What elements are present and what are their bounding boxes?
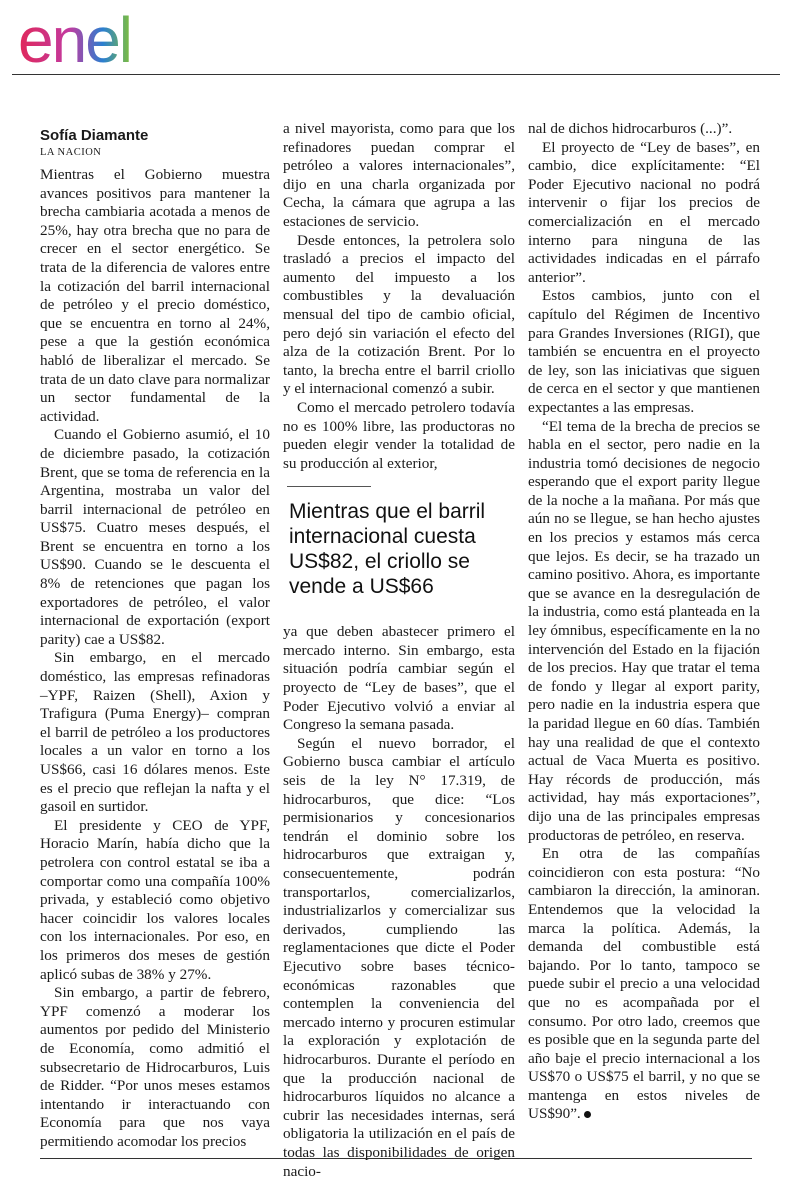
byline-outlet: LA NACION bbox=[40, 147, 102, 158]
end-mark-icon bbox=[584, 1111, 591, 1118]
paragraph-final bbox=[528, 845, 760, 1124]
paragraph: El presidente y CEO de YPF, Horacio Marín, había dicho que la petrolera con control estatal se iba a comportar como una compañía 100% privada, y estableció como objetivo hacer coincidir los valores locales con los internacionales. Por eso, en los primeros dos meses de gestión aplicó subas de 38% y 27%. bbox=[40, 816, 270, 983]
paragraph: Cuando el Gobierno asumió, el 10 de diciembre pasado, la cotización Brent, que se toma de referencia en la Argentina, mostraba un valor del barril internacional de petróleo en US$75. Cuatro meses después, el Brent se encuentra en torno a los US$90. Cuando se le descuenta el 8% de retenciones que pagan los exportadores de petróleo, el valor internacional de exportación (export parity) cae a US$82. bbox=[40, 426, 270, 648]
pullquote: Mientras que el barril internacional cuesta US$82, el criollo se vende a US$66 bbox=[289, 500, 486, 599]
footer-rule bbox=[40, 1158, 752, 1159]
paragraph: Desde entonces, la petrolera solo trasladó a precios el impacto del aumento del impuesto a los combustibles y la devaluación mensual del tipo de cambio oficial, pero dejó sin variación el efecto del alza de la cotización Brent. Por lo tanto, la brecha entre el barril criollo y el internacional comenzó a subir. bbox=[283, 231, 515, 398]
paragraph: “El tema de la brecha de precios se habla en el sector, pero nadie en la industria tomó decisiones de negocio esperando que el export parity llegue de la noche a la mañana. Por más que aún no se llegue, se han hecho ajustes en los precios y estamos más cerca que lejos. Es decir, se ha trazado un camino positivo. Ahora, es importante que se avance en la desregulación de la industria, como está planteada en la ley ómnibus, específicamente en la no intervención del Estado en la fijación de los precios. Hay que tratar el tema de fondo y llegar al export parity, pero nadie en la industria espera que la paridad llegue en 60 días. También hay una realidad de que el contexto actual de Vaca Muerta es positivo. Hay récords de producción, más actividad, hay más exportaciones”, dijo una de las principales empresas productoras de petróleo, en reserva. bbox=[528, 417, 760, 844]
pullquote-rule bbox=[287, 486, 371, 487]
paragraph-text: En otra de las compañías coincidieron con esta postura: “No cambiaron la dirección, la aminoran. Entendemos que la velocidad la marca la política. Además, la demanda del combustible está bajando. Por lo tanto, tampoco se puede subir el precio a una velocidad que no es acompañada por el consumo. Por otro lado, creemos que es posible que en la segunda parte del año baje el precio internacional a los US$70 o US$75 el barril, y no que se mantenga en estos niveles de US$90”. bbox=[528, 845, 760, 1123]
column-3 bbox=[528, 120, 760, 1124]
paragraph: Estos cambios, junto con el capítulo del Régimen de Incentivo para Grandes Inversiones (RIGI), que también se encuentra en el proyecto de ley, son las iniciativas que siguen de cerca en el sector y que mantienen expectantes a las empresas. bbox=[528, 287, 760, 416]
enel-logo bbox=[18, 6, 178, 68]
header-rule bbox=[12, 74, 780, 75]
paragraph: Como el mercado petrolero todavía no es 100% libre, las productoras no pueden elegir vender la totalidad de su producción al exterior, bbox=[283, 398, 515, 472]
paragraph: Sin embargo, a partir de febrero, YPF comenzó a moderar los aumentos por pedido del Ministerio de Economía, como admitió el subsecretario de Hidrocarburos, Luis de Ridder. “Por unos meses estamos intentando ir interactuando con Economía para que nos vaya permitiendo acomodar los precios bbox=[40, 984, 270, 1150]
svg-text:enel: enel bbox=[18, 6, 131, 68]
column-1 bbox=[40, 120, 270, 1151]
paragraph: Sin embargo, en el mercado doméstico, las empresas refinadoras –YPF, Raizen (Shell), Axion y Trafigura (Puma Energy)– compran el barril de petróleo a los productores locales a un valor en torno a los US$66, casi 16 dólares menos. Este es el precio que reflejan la nafta y el gasoil en surtidor. bbox=[40, 649, 270, 816]
paragraph: nal de dichos hidrocarburos (...)”. bbox=[528, 120, 733, 137]
byline-author: Sofía Diamante bbox=[40, 127, 149, 144]
paragraph: Según el nuevo borrador, el Gobierno busca cambiar el artículo seis de la ley N° 17.319, de hidrocarburos, que dice: “Los permisionarios y concesionarios tendrán el dominio sobre los hidrocarburos que extraigan y, consecuentemente, podrán transportarlos, comercializarlos, industrializarlos y comercializar sus derivados, cumpliendo las reglamentaciones que dicte el Poder Ejecutivo sobre bases técnico-económicas razonables que contemplen la conveniencia del mercado interno y procuren estimular la exploración y explotación de hidrocarburos. Durante el período en que la producción nacional de hidrocarburos líquidos no alcance a cubrir las necesidades internas, será obligatoria la utilización en el país de todas las disponibilidades de origen nacio- bbox=[283, 734, 515, 1180]
paragraph: a nivel mayorista, como para que los refinadores puedan comprar el petróleo a valores internacionales”, dijo en una charla organizada por Cecha, la cámara que agrupa a las estaciones de servicio. bbox=[283, 120, 515, 230]
column-2 bbox=[283, 120, 515, 1181]
paragraph: El proyecto de “Ley de bases”, en cambio, dice explícitamente: “El Poder Ejecutivo nacional no podrá intervenir o fijar los precios de comercialización en el mercado interno para ninguna de las actividades indicadas en el párrafo anterior”. bbox=[528, 138, 760, 286]
paragraph: Mientras el Gobierno muestra avances positivos para mantener la brecha cambiaria acotada a menos de 25%, hay otra brecha que no para de crecer en el sector energético. Se trata de la diferencia de valores entre la cotización del barril internacional de petróleo y el precio doméstico, que se encuentra en torno al 24%, pese a que la gestión económica habló de liberalizar el mercado. Se trata de un dato clave para normalizar un sector fundamental de la actividad. bbox=[40, 166, 270, 425]
paragraph: ya que deben abastecer primero el mercado interno. Sin embargo, esta situación podría cambiar según el proyecto de “Ley de bases”, que el Poder Ejecutivo volvió a enviar al Congreso la semana pasada. bbox=[283, 623, 515, 734]
